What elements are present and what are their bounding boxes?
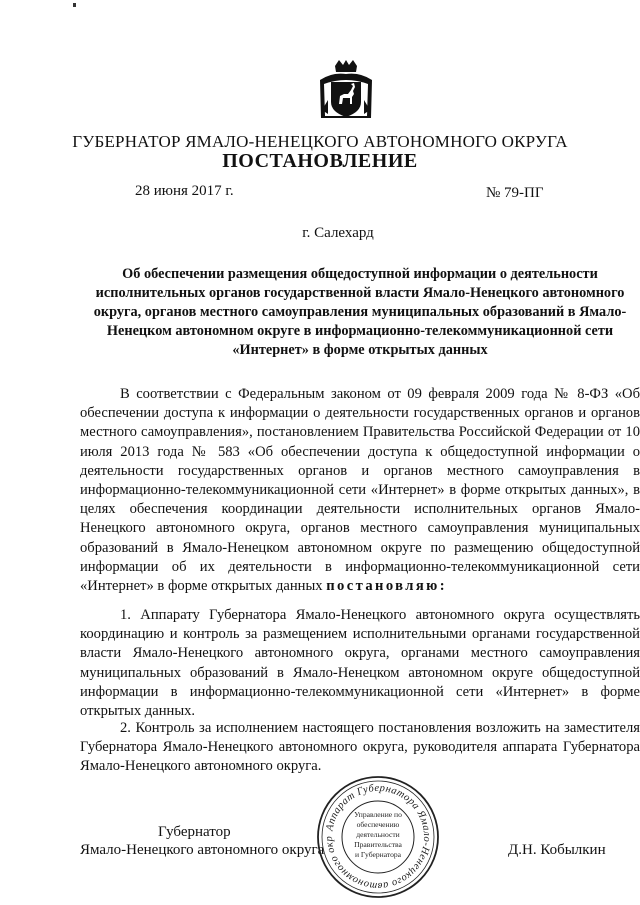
signatory-region: Ямало-Ненецкого автономного округа [80, 842, 325, 858]
preamble-text: В соответствии с Федеральным законом от 09 февраля 2009 года № 8-ФЗ «Об обеспечении доступа к информации о деятельности государственных органов и органов местного самоуправления», постановлением Правительства Российской Федерации от 10 июля 2013 года № 583 «Об обеспечении доступа к общедоступной информации о деятельности государственных органов и органов местного самоуправления в информационно-телекоммуникационной сети «Интернет» в форме открытых данных», в целях обеспечения координации деятельности исполнительных органов Ямало-Ненецкого автономного округа, органов местного самоуправления муниципальных образований в Ямало-Ненецком автономном округе по размещению общедоступной информации об их деятельности в информационно-телекоммуникационной сети «Интернет» в форме открытых данных [80, 386, 640, 595]
document-date: 28 июня 2017 г. [135, 183, 234, 199]
signatory-title: Губернатор [158, 824, 231, 840]
document-number: № 79-ПГ [486, 185, 544, 201]
document-type: ПОСТАНОВЛЕНИЕ [222, 150, 418, 172]
signatory-name: Д.Н. Кобылкин [508, 842, 606, 858]
stamp-center-line: деятельности [356, 830, 400, 839]
stamp-center-line: Правительства [354, 840, 402, 849]
resolves-word: постановляю: [326, 578, 447, 595]
issuer-heading: ГУБЕРНАТОР ЯМАЛО-НЕНЕЦКОГО АВТОНОМНОГО ОКРУГА [72, 132, 568, 151]
document-title: Об обеспечении размещения общедоступной информации о деятельности исполнительных органов государственной власти Ямало-Ненецкого автономного округа, органов местного самоуправления муниципальных образований в Ямало-Ненецком автономном округе в информационно-телекоммуникационной сети «Интернет» в форме открытых данных [93, 266, 627, 358]
stamp-center-line: и Губернатора [354, 850, 402, 859]
stamp-center-line: обеспечению [356, 820, 400, 829]
yamal-coat-of-arms-icon [318, 60, 374, 122]
stamp-center-line: Управление по [354, 810, 402, 819]
preamble-paragraph [80, 385, 640, 596]
official-stamp [316, 775, 440, 899]
item-1-paragraph: 1. Аппарату Губернатора Ямало-Ненецкого автономного округа осуществлять координацию и контроль за размещением исполнительными органами государственной власти Ямало-Ненецкого автономного округа, органами местного самоуправления муниципальных образований в Ямало-Ненецком автономном округе общедоступной информации в информационно-телекоммуникационной сети «Интернет» в форме открытых данных. [80, 607, 640, 720]
item-2-paragraph: 2. Контроль за исполнением настоящего постановления возложить на заместителя Губернатора Ямало-Ненецкого автономного округа, руководителя аппарата Губернатора Ямало-Ненецкого автономного округа. [80, 720, 640, 775]
document-city: г. Салехард [302, 225, 374, 241]
stamp-ring-text: Аппарат Губернатора Ямало-Ненецкого автономного окр [323, 782, 433, 892]
scan-speck [73, 3, 76, 7]
